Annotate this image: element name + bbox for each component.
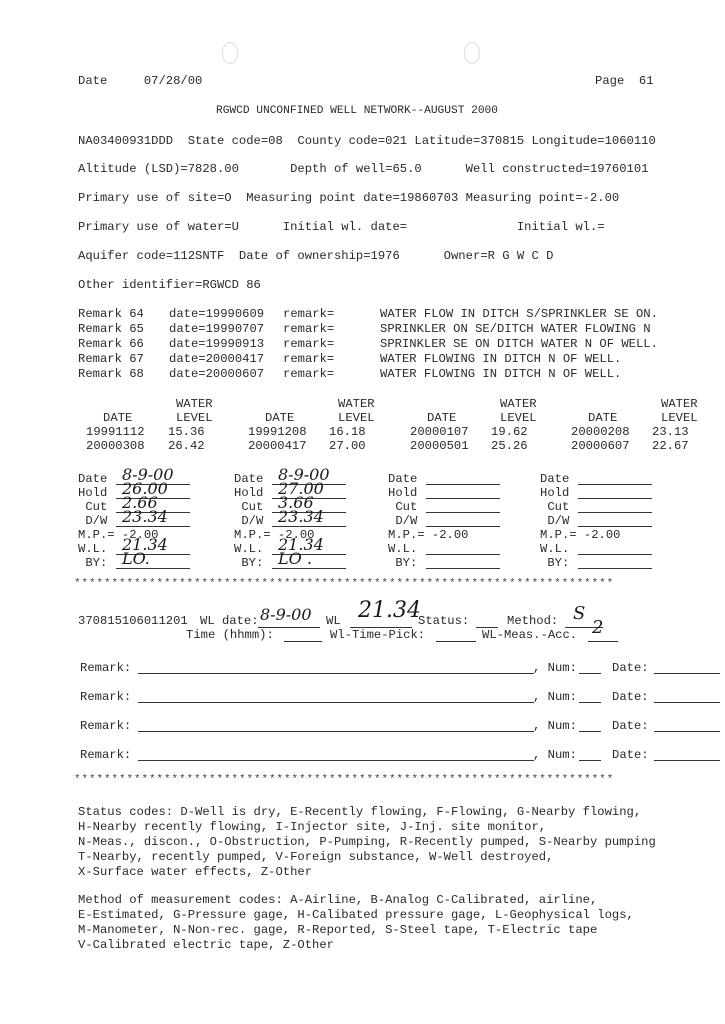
- remark-key: remark=: [283, 337, 335, 351]
- field-input-wl[interactable]: [578, 542, 652, 555]
- level-date: 20000417: [248, 439, 307, 453]
- field-label-by: BY:: [388, 556, 418, 570]
- field-label-cut: Cut: [78, 500, 108, 514]
- field-value-hold: 27.00: [278, 479, 324, 498]
- remark-label: Remark 64: [78, 307, 144, 321]
- field-label-mp: M.P.= -2.00: [388, 528, 469, 542]
- field-label-dw: D/W: [388, 514, 418, 528]
- field-label-hold: Hold: [388, 486, 418, 500]
- remark-row: [78, 307, 144, 321]
- wl-date-value: 8-9-00: [260, 605, 312, 624]
- field-label-hold: Hold: [540, 486, 570, 500]
- status-codes-line: Status codes: D-Well is dry, E-Recently flowing, F-Flowing, G-Nearby flowing,: [78, 805, 642, 819]
- col-header-level: LEVEL: [176, 411, 213, 425]
- level-value: 27.00: [329, 439, 366, 453]
- remark-key: remark=: [283, 352, 335, 366]
- status-field[interactable]: [476, 614, 498, 628]
- remark-date: date=19990609: [169, 307, 265, 321]
- remark-entry-field[interactable]: [138, 719, 534, 732]
- level-value: 25.26: [491, 439, 528, 453]
- field-input-cut[interactable]: [426, 500, 500, 513]
- col-header-level: LEVEL: [661, 411, 698, 425]
- level-date: 20000501: [410, 439, 469, 453]
- field-value-hold: 26.00: [122, 479, 168, 498]
- method-label: Method:: [507, 614, 559, 628]
- status-label: Status:: [418, 614, 470, 628]
- field-label-cut: Cut: [234, 500, 264, 514]
- remark-key: remark=: [283, 307, 335, 321]
- field-label-cut: Cut: [388, 500, 418, 514]
- num-field[interactable]: [579, 661, 601, 674]
- col-header-date: DATE: [265, 411, 295, 425]
- field-input-by[interactable]: [578, 556, 652, 569]
- method-codes-line: E-Estimated, G-Pressure gage, H-Calibated pressure gage, L-Geophysical logs,: [78, 908, 634, 922]
- site-line-6: Other identifier=RGWCD 86: [78, 278, 261, 292]
- field-label-by: BY:: [78, 556, 108, 570]
- method-value: S: [573, 603, 586, 624]
- wl-date-field[interactable]: [258, 605, 320, 628]
- remark-date-label: Date:: [612, 719, 649, 733]
- remark-entry-field[interactable]: [138, 661, 534, 674]
- field-value-wl: 21.34: [278, 535, 324, 554]
- field-value-date: 8-9-00: [278, 465, 330, 484]
- num-label: , Num:: [533, 661, 577, 675]
- separator-line: ************************************************************************: [74, 578, 615, 590]
- field-input-date[interactable]: [578, 472, 652, 485]
- level-value: 22.67: [652, 439, 689, 453]
- remark-text: WATER FLOWING IN DITCH N OF WELL.: [380, 352, 622, 366]
- level-value: 26.42: [168, 439, 205, 453]
- report-date: [78, 74, 202, 88]
- field-label-mp: M.P.= -2.00: [78, 528, 159, 542]
- page-label: Page: [595, 74, 625, 88]
- num-field[interactable]: [579, 690, 601, 703]
- level-date: 19991208: [248, 425, 307, 439]
- page-number: [595, 74, 654, 88]
- status-codes-line: N-Meas., discon., O-Obstruction, P-Pumping, R-Recently pumped, S-Nearby pumping: [78, 835, 656, 849]
- wl-label: WL: [326, 614, 341, 628]
- remark-entry-label: Remark:: [80, 690, 132, 704]
- separator-line: ************************************************************************: [74, 774, 615, 786]
- field-label-mp: M.P.= -2.00: [234, 528, 315, 542]
- remark-date: date=20000417: [169, 352, 265, 366]
- date-value: 07/28/00: [143, 74, 203, 88]
- field-label-by: BY:: [540, 556, 570, 570]
- method-codes-line: M-Manometer, N-Non-rec. gage, R-Reported, S-Steel tape, T-Electric tape: [78, 923, 598, 937]
- field-label-cut: Cut: [540, 500, 570, 514]
- field-input-hold[interactable]: [426, 486, 500, 499]
- level-value: 15.36: [168, 425, 205, 439]
- remark-date-label: Date:: [612, 748, 649, 762]
- time-pick-label: Wl-Time-Pick:: [330, 628, 426, 642]
- field-value-wl: 21.34: [122, 535, 168, 554]
- remark-date: date=20000607: [169, 367, 265, 381]
- wl-field[interactable]: [350, 598, 421, 628]
- level-date: 20000308: [86, 439, 145, 453]
- time-label: Time (hhmm):: [186, 628, 274, 642]
- remark-entry-field[interactable]: [138, 690, 534, 703]
- field-input-date[interactable]: [426, 472, 500, 485]
- num-label: , Num:: [533, 748, 577, 762]
- time-field[interactable]: [284, 628, 322, 642]
- page-value: 61: [638, 74, 654, 88]
- field-input-dw[interactable]: [116, 507, 190, 527]
- field-label-date: Date: [540, 472, 570, 486]
- col-header-water: WATER: [176, 397, 213, 411]
- field-label-hold: Hold: [78, 486, 108, 500]
- col-header-water: WATER: [338, 397, 375, 411]
- field-input-dw[interactable]: [272, 507, 346, 527]
- method-codes-line: V-Calibrated electric tape, Z-Other: [78, 938, 334, 952]
- meas-acc-label: WL-Meas.-Acc.: [482, 628, 578, 642]
- remark-label: Remark 66: [78, 337, 144, 351]
- field-value-dw: 23.34: [278, 507, 324, 526]
- meas-acc-field[interactable]: [588, 617, 618, 642]
- remark-entry-label: Remark:: [80, 748, 132, 762]
- wl-value: 21.34: [358, 598, 421, 623]
- remark-date-label: Date:: [612, 690, 649, 704]
- field-label-wl: W.L.: [78, 542, 108, 556]
- num-field[interactable]: [579, 748, 601, 761]
- punch-hole-right: [464, 42, 480, 64]
- remark-date-field[interactable]: [654, 748, 720, 761]
- col-header-date: DATE: [588, 411, 618, 425]
- remark-text: WATER FLOW IN DITCH S/SPRINKLER SE ON.: [380, 307, 658, 321]
- field-label-mp: M.P.= -2.00: [540, 528, 621, 542]
- field-label-date: Date: [78, 472, 108, 486]
- field-input-hold[interactable]: [578, 486, 652, 499]
- level-value: 19.62: [491, 425, 528, 439]
- time-pick-field[interactable]: [436, 628, 476, 642]
- remark-text: SPRINKLER SE ON DITCH WATER N OF WELL.: [380, 337, 658, 351]
- report-title: RGWCD UNCONFINED WELL NETWORK--AUGUST 2000: [216, 105, 498, 117]
- col-header-water: WATER: [661, 397, 698, 411]
- field-input-dw[interactable]: [578, 514, 652, 527]
- field-input-by[interactable]: [426, 556, 500, 569]
- method-codes-line: Method of measurement codes: A-Airline, B-Analog C-Calibrated, airline,: [78, 893, 598, 907]
- site-line-5: Aquifer code=112SNTF Date of ownership=1976 Owner=R G W C D: [78, 249, 554, 263]
- site-line-3: Primary use of site=O Measuring point date=19860703 Measuring point=-2.00: [78, 191, 620, 205]
- remark-date-field[interactable]: [654, 661, 720, 674]
- remark-label: Remark 67: [78, 352, 144, 366]
- field-value-dw: 23.34: [122, 507, 168, 526]
- wl-date-label: WL date:: [200, 614, 259, 628]
- field-value-cut: 2.66: [122, 493, 158, 512]
- remark-text: WATER FLOWING IN DITCH N OF WELL.: [380, 367, 622, 381]
- num-label: , Num:: [533, 719, 577, 733]
- site-line-2: Altitude (LSD)=7828.00 Depth of well=65.0 Well constructed=19760101: [78, 162, 649, 176]
- level-date: 20000208: [571, 425, 630, 439]
- field-value-date: 8-9-00: [122, 465, 174, 484]
- col-header-date: DATE: [103, 411, 133, 425]
- field-label-hold: Hold: [234, 486, 264, 500]
- level-date: 20000107: [410, 425, 469, 439]
- meas-acc-value: 2: [592, 617, 604, 638]
- site-line-4: Primary use of water=U Initial wl. date= Initial wl.=: [78, 220, 605, 234]
- field-label-by: BY:: [234, 556, 264, 570]
- remark-label: Remark 65: [78, 322, 144, 336]
- remark-entry-label: Remark:: [80, 661, 132, 675]
- level-date: 19991112: [86, 425, 145, 439]
- remark-date: date=19990913: [169, 337, 265, 351]
- col-header-date: DATE: [427, 411, 457, 425]
- field-label-date: Date: [388, 472, 418, 486]
- field-input-cut[interactable]: [578, 500, 652, 513]
- remark-date-field[interactable]: [654, 719, 720, 732]
- level-date: 20000607: [571, 439, 630, 453]
- field-input-by[interactable]: [272, 549, 346, 569]
- field-input-by[interactable]: [116, 549, 190, 569]
- status-codes-line: T-Nearby, recently pumped, V-Foreign substance, W-Well destroyed,: [78, 850, 554, 864]
- col-header-level: LEVEL: [338, 411, 375, 425]
- field-label-dw: D/W: [234, 514, 264, 528]
- remark-date-field[interactable]: [654, 690, 720, 703]
- remark-label: Remark 68: [78, 367, 144, 381]
- remark-date-label: Date:: [612, 661, 649, 675]
- field-value-cut: 3.66: [278, 493, 314, 512]
- date-label: Date: [78, 74, 108, 88]
- remark-text: SPRINKLER ON SE/DITCH WATER FLOWING N: [380, 322, 651, 336]
- field-label-dw: D/W: [78, 514, 108, 528]
- field-label-wl: W.L.: [388, 542, 418, 556]
- field-label-wl: W.L.: [234, 542, 264, 556]
- remark-entry-label: Remark:: [80, 719, 132, 733]
- field-label-date: Date: [234, 472, 264, 486]
- site-id: 370815106011201: [78, 614, 188, 628]
- num-field[interactable]: [579, 719, 601, 732]
- field-label-dw: D/W: [540, 514, 570, 528]
- remark-key: remark=: [283, 322, 335, 336]
- field-input-wl[interactable]: [426, 542, 500, 555]
- field-value-by: LO .: [278, 549, 312, 568]
- site-line-1: NA03400931DDD State code=08 County code=021 Latitude=370815 Longitude=1060110: [78, 134, 656, 148]
- remark-entry-field[interactable]: [138, 748, 534, 761]
- col-header-water: WATER: [500, 397, 537, 411]
- field-input-dw[interactable]: [426, 514, 500, 527]
- col-header-level: LEVEL: [500, 411, 537, 425]
- num-label: , Num:: [533, 690, 577, 704]
- level-value: 23.13: [652, 425, 689, 439]
- punch-hole-left: [222, 42, 238, 64]
- remark-date: date=19990707: [169, 322, 265, 336]
- field-value-by: LO.: [122, 549, 150, 568]
- status-codes-line: H-Nearby recently flowing, I-Injector site, J-Inj. site monitor,: [78, 820, 547, 834]
- status-codes-line: X-Surface water effects, Z-Other: [78, 865, 313, 879]
- field-label-wl: W.L.: [540, 542, 570, 556]
- level-value: 16.18: [329, 425, 366, 439]
- remark-key: remark=: [283, 367, 335, 381]
